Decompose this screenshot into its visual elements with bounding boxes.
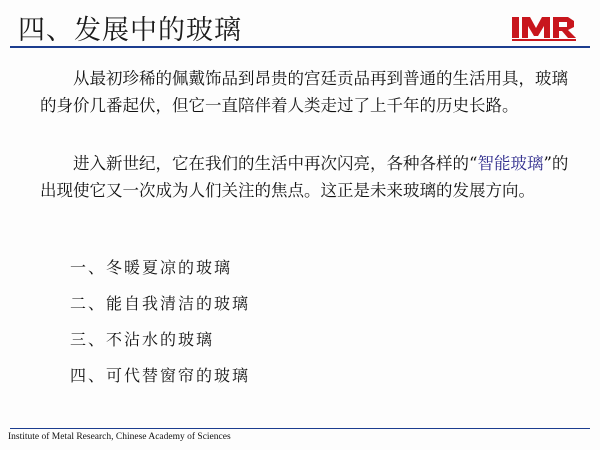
smart-glass-highlight: 智能玻璃 [477,154,544,173]
footer-institution: Institute of Metal Research, Chinese Academy of Sciences [8,432,231,442]
glass-types-list [70,255,250,399]
footer-divider [10,428,590,429]
logo-notch [559,22,567,27]
list-item: 三、不沾水的玻璃 [70,330,215,349]
paragraph-2-end: ”的出现使它又一次成为人们关注的焦点。这正是未来玻璃的发展方向。 [40,154,569,200]
title-divider [10,46,590,48]
paragraph-2 [40,150,570,204]
logo-shape-r [553,17,576,38]
imr-logo [510,14,584,42]
paragraph-2-start: 进入新世纪，它在我们的生活中再次闪亮，各种各样的“ [73,154,478,173]
list-item: 四、可代替窗帘的玻璃 [70,366,251,385]
logo-shape [522,17,550,38]
logo-underline [512,39,576,41]
list-item: 一、冬暖夏凉的玻璃 [70,258,233,277]
logo-block [512,17,519,38]
paragraph-1: 从最初珍稀的佩戴饰品到昂贵的宫廷贡品再到普通的生活用具，玻璃的身价几番起伏，但它一直陪伴着人类走过了上千年的历史长路。 [40,69,568,115]
list-item: 二、能自我清洁的玻璃 [70,294,251,313]
slide-title: 四、发展中的玻璃 [18,15,242,46]
